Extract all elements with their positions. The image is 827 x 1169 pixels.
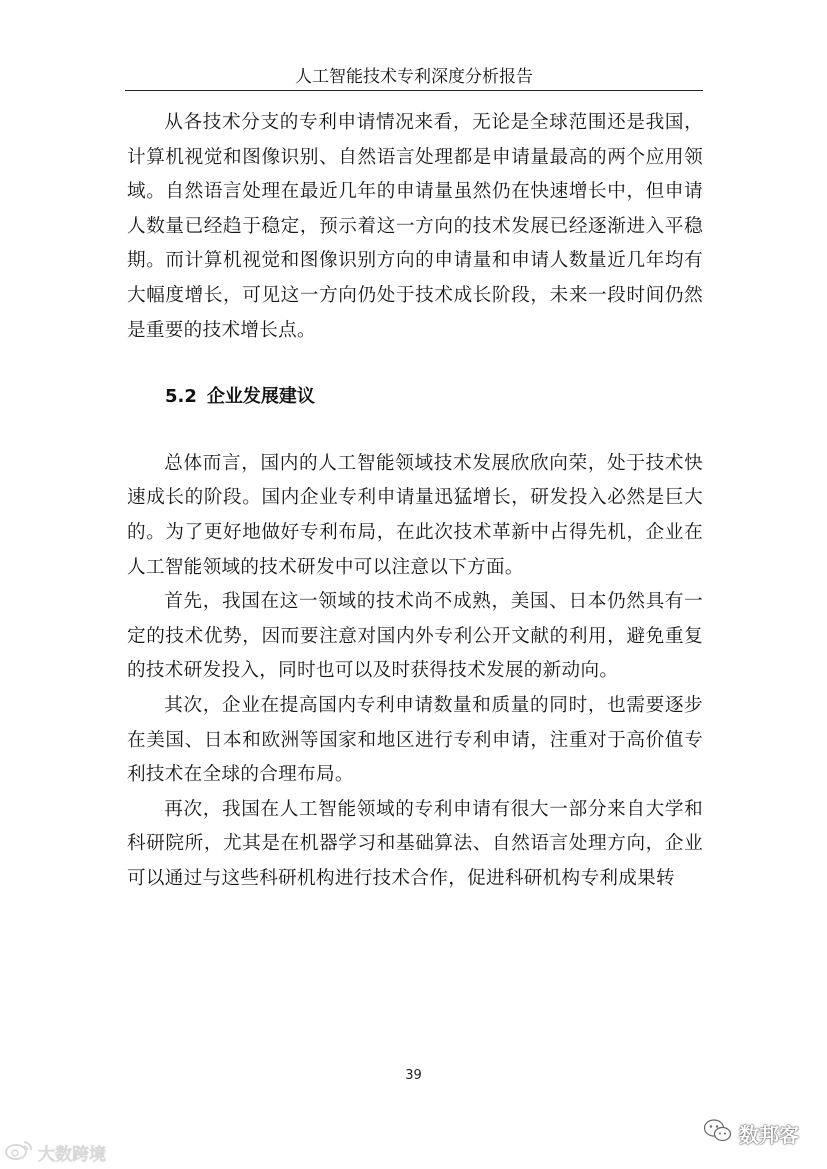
watermark-right-text: 数邦客: [739, 1122, 799, 1147]
watermark-right: [703, 1117, 799, 1149]
section-number: 5.2: [165, 386, 197, 408]
header-divider: [125, 90, 703, 91]
paragraph: 首先，我国在这一领域的技术尚不成熟，美国、日本仍然具有一定的技术优势，因而要注意对国内外专利公开文献的利用，避免重复的技术研发投入，同时也可以及时获得技术发展的新动向。: [127, 591, 703, 682]
running-header: 人工智能技术专利深度分析报告: [295, 67, 533, 87]
section-title: 企业发展建议: [206, 386, 315, 408]
watermark-left: [4, 1140, 106, 1164]
paragraph: 总体而言，国内的人工智能领域技术发展欣欣向荣，处于技术快速成长的阶段。国内企业专利申请量迅猛增长，研发投入必然是巨大的。为了更好地做好专利布局，在此次技术革新中占得先机，企业在人工智能领域的技术研发中可以注意以下方面。: [127, 452, 703, 578]
paragraph: 从各技术分支的专利申请情况来看，无论是全球范围还是我国，计算机视觉和图像识别、自然语言处理都是申请量最高的两个应用领域。自然语言处理在最近几年的申请量虽然仍在快速增长中，但申请人数量已经趋于稳定，预示着这一方向的技术发展已经逐渐进入平稳期。而计算机视觉和图像识别方向的申请量和申请人数量近几年均有大幅度增长，可见这一方向仍处于技术成长阶段，未来一段时间仍然是重要的技术增长点。: [127, 112, 703, 341]
paragraph: 其次，企业在提高国内专利申请数量和质量的同时，也需要逐步在美国、日本和欧洲等国家和地区进行专利申请，注重对于高价值专利技术在全球的合理布局。: [127, 694, 703, 786]
body-text: [127, 106, 703, 896]
wechat-logo-icon: [703, 1118, 733, 1148]
weibo-logo-icon: [4, 1139, 34, 1165]
watermark-left-text: 大数跨境: [38, 1144, 106, 1165]
page-number: 39: [405, 1068, 422, 1083]
section-heading: [127, 380, 703, 415]
paragraph: 再次，我国在人工智能领域的专利申请有很大一部分来自大学和科研院所，尤其是在机器学习和基础算法、自然语言处理方向，企业可以通过与这些科研机构进行技术合作，促进科研机构专利成果转: [127, 798, 703, 889]
